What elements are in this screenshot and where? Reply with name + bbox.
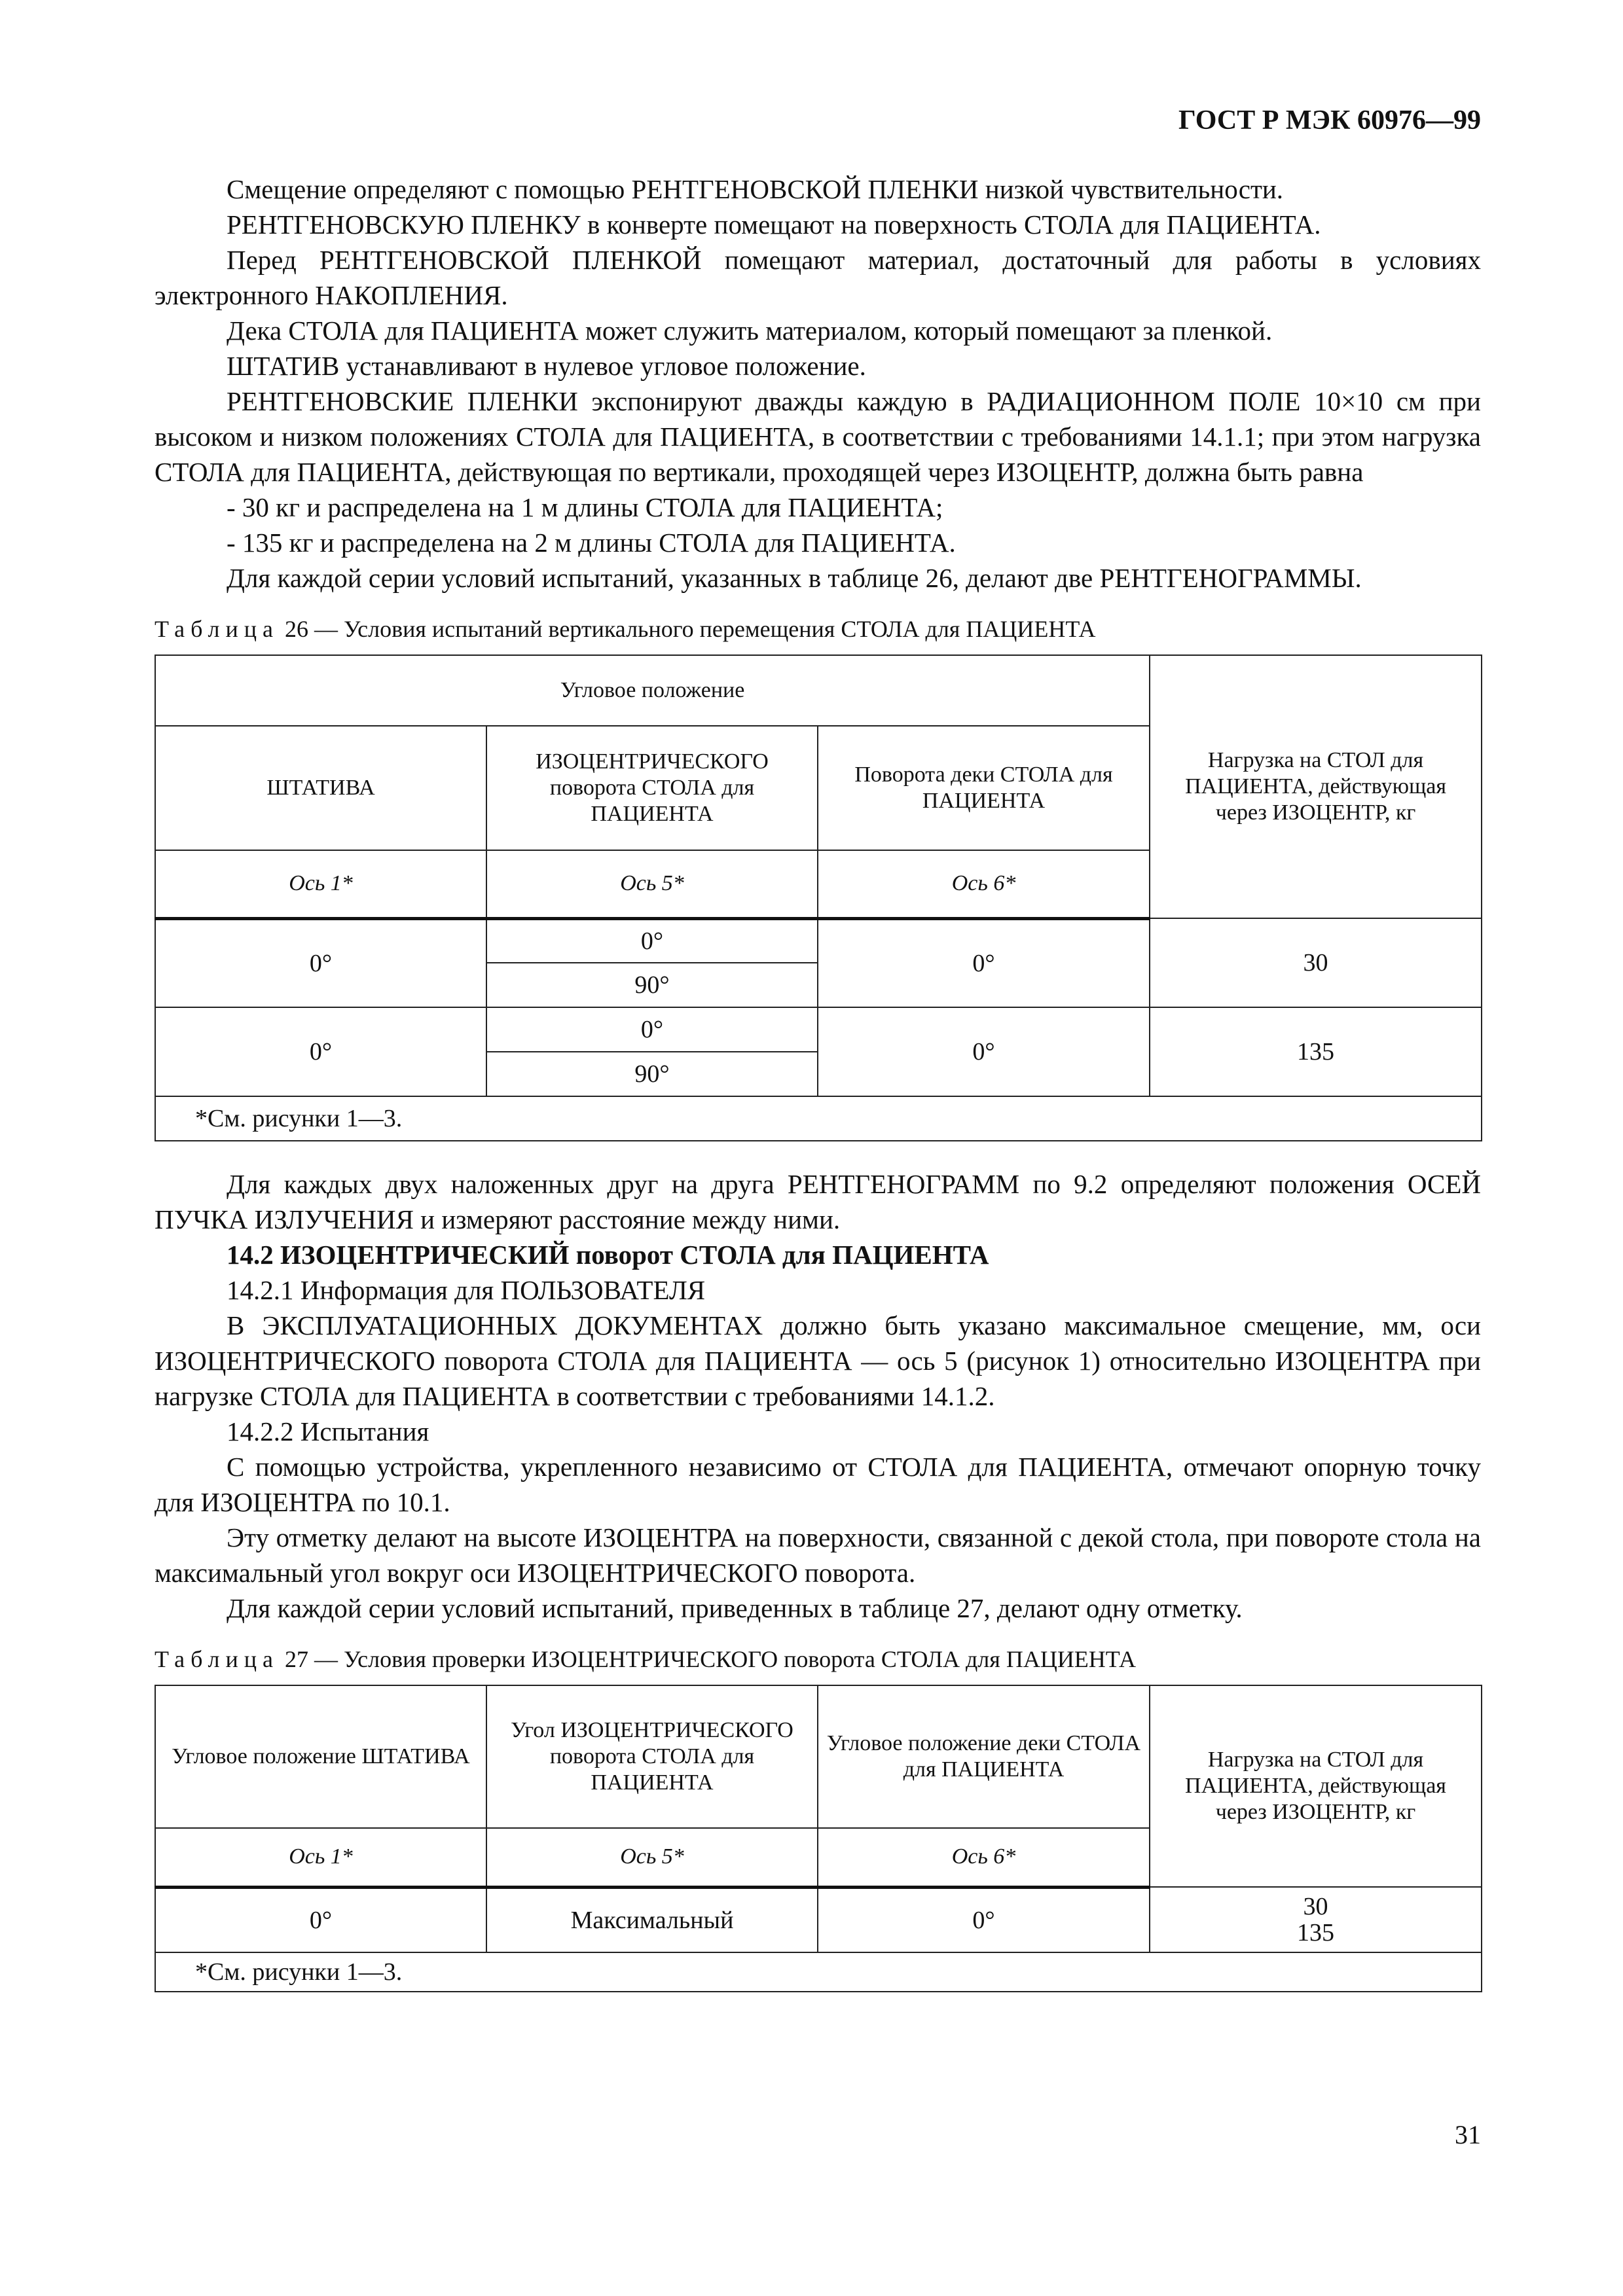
paragraph: Смещение определяют с помощью РЕНТГЕНОВСКОЙ ПЛЕНКИ низкой чувствительности. — [227, 174, 1284, 204]
table-axis-1: Ось 1* — [155, 1828, 486, 1887]
table-header-deck: Поворота деки СТОЛА для ПАЦИЕНТА — [818, 726, 1150, 850]
table-title: 26 — Условия испытаний вертикального перемещения СТОЛА для ПАЦИЕНТА — [278, 616, 1096, 642]
table-cell: 90° — [486, 1052, 818, 1096]
paragraph: Для каждой серии условий испытаний, приведенных в таблице 27, делают одну отметку. — [227, 1593, 1243, 1623]
subsection-heading: 14.2.1 Информация для ПОЛЬЗОВАТЕЛЯ — [227, 1275, 706, 1305]
table-cell: 0° — [155, 1887, 486, 1952]
spacer — [155, 1141, 1481, 1166]
section-heading: 14.2 ИЗОЦЕНТРИЧЕСКИЙ поворот СТОЛА для ПАЦИЕНТА — [227, 1240, 989, 1270]
table-26-caption — [155, 614, 1481, 644]
table-axis-6: Ось 6* — [818, 1828, 1150, 1887]
table-header-stand: Угловое положение ШТАТИВА — [155, 1685, 486, 1828]
table-note: *См. рисунки 1—3. — [155, 1096, 1482, 1141]
document-code-header: ГОСТ Р МЭК 60976—99 — [1178, 105, 1481, 135]
table-axis-6: Ось 6* — [818, 850, 1150, 918]
paragraph: РЕНТГЕНОВСКУЮ ПЛЕНКУ в конверте помещают на поверхность СТОЛА для ПАЦИЕНТА. — [227, 209, 1321, 240]
table-cell: 30 — [1150, 918, 1482, 1007]
table-cell: 0° — [818, 918, 1150, 1007]
table-cell: 0° — [155, 918, 486, 1007]
table-axis-5: Ось 5* — [486, 850, 818, 918]
paragraph: РЕНТГЕНОВСКИЕ ПЛЕНКИ экспонируют дважды каждую в РАДИАЦИОННОМ ПОЛЕ 10×10 см при высоком и низком положениях СТОЛА для ПАЦИЕНТА, в соответствии с требованиями 14.1.1; при этом нагрузка СТОЛА для ПАЦИЕНТА, действующая по вертикали, проходящей через ИЗОЦЕНТР, должна быть равна — [155, 386, 1481, 487]
paragraph: ШТАТИВ устанавливают в нулевое угловое положение. — [227, 351, 866, 381]
load-value: 135 — [1297, 1919, 1334, 1946]
table-27 — [155, 1685, 1482, 1992]
table-27-caption — [155, 1644, 1481, 1674]
table-axis-1: Ось 1* — [155, 850, 486, 918]
table-header-angle: Угол ИЗОЦЕНТРИЧЕСКОГО поворота СТОЛА для ПАЦИЕНТА — [486, 1685, 818, 1828]
table-title: 27 — Условия проверки ИЗОЦЕНТРИЧЕСКОГО поворота СТОЛА для ПАЦИЕНТА — [278, 1646, 1136, 1672]
table-header-isocentric: ИЗОЦЕНТРИЧЕСКОГО поворота СТОЛА для ПАЦИЕНТА — [486, 726, 818, 850]
table-cell: 135 — [1150, 1007, 1482, 1096]
page-number: 31 — [1455, 2120, 1481, 2149]
table-note: *См. рисунки 1—3. — [155, 1952, 1482, 1992]
table-header-group: Угловое положение — [155, 655, 1150, 726]
subsection-heading: 14.2.2 Испытания — [227, 1416, 429, 1446]
table-header-load: Нагрузка на СТОЛ для ПАЦИЕНТА, действующая через ИЗОЦЕНТР, кг — [1150, 655, 1482, 918]
paragraph: Дека СТОЛА для ПАЦИЕНТА может служить материалом, который помещают за пленкой. — [227, 315, 1273, 346]
table-cell: 90° — [486, 963, 818, 1007]
table-header-stand: ШТАТИВА — [155, 726, 486, 850]
load-value: 30 — [1303, 1893, 1328, 1920]
page-content — [155, 171, 1481, 1992]
table-cell: 0° — [818, 1887, 1150, 1952]
list-item: - 135 кг и распределена на 2 м длины СТОЛА для ПАЦИЕНТА. — [227, 528, 956, 558]
paragraph: Для каждых двух наложенных друг на друга РЕНТГЕНОГРАММ по 9.2 определяют положения ОСЕЙ ПУЧКА ИЗЛУЧЕНИЯ и измеряют расстояние между ними. — [155, 1169, 1481, 1234]
paragraph: Эту отметку делают на высоте ИЗОЦЕНТРА на поверхности, связанной с декой стола, при повороте стола на максимальный угол вокруг оси ИЗОЦЕНТРИЧЕСКОГО поворота. — [155, 1522, 1481, 1588]
table-cell — [1150, 1887, 1482, 1952]
paragraph: С помощью устройства, укрепленного независимо от СТОЛА для ПАЦИЕНТА, отмечают опорную точку для ИЗОЦЕНТРА по 10.1. — [155, 1452, 1481, 1517]
table-label: Таблица — [155, 1646, 279, 1672]
table-label: Таблица — [155, 616, 279, 642]
list-item: - 30 кг и распределена на 1 м длины СТОЛА для ПАЦИЕНТА; — [227, 492, 943, 522]
paragraph: В ЭКСПЛУАТАЦИОННЫХ ДОКУМЕНТАХ должно быть указано максимальное смещение, мм, оси ИЗОЦЕНТРИЧЕСКОГО поворота СТОЛА для ПАЦИЕНТА — ось 5 (рисунок 1) относительно ИЗОЦЕНТРА при нагрузке СТОЛА для ПАЦИЕНТА в соответствии с требованиями 14.1.2. — [155, 1310, 1481, 1411]
table-26 — [155, 655, 1482, 1141]
table-cell: 0° — [486, 918, 818, 963]
table-cell: Максимальный — [486, 1887, 818, 1952]
table-cell: 0° — [155, 1007, 486, 1096]
paragraph: Для каждой серии условий испытаний, указанных в таблице 26, делают две РЕНТГЕНОГРАММЫ. — [227, 563, 1362, 593]
table-axis-5: Ось 5* — [486, 1828, 818, 1887]
paragraph: Перед РЕНТГЕНОВСКОЙ ПЛЕНКОЙ помещают материал, достаточный для работы в условиях электронного НАКОПЛЕНИЯ. — [155, 245, 1481, 310]
table-header-deck: Угловое положение деки СТОЛА для ПАЦИЕНТА — [818, 1685, 1150, 1828]
table-header-load: Нагрузка на СТОЛ для ПАЦИЕНТА, действующая через ИЗОЦЕНТР, кг — [1150, 1685, 1482, 1887]
table-cell: 0° — [486, 1007, 818, 1052]
table-cell: 0° — [818, 1007, 1150, 1096]
